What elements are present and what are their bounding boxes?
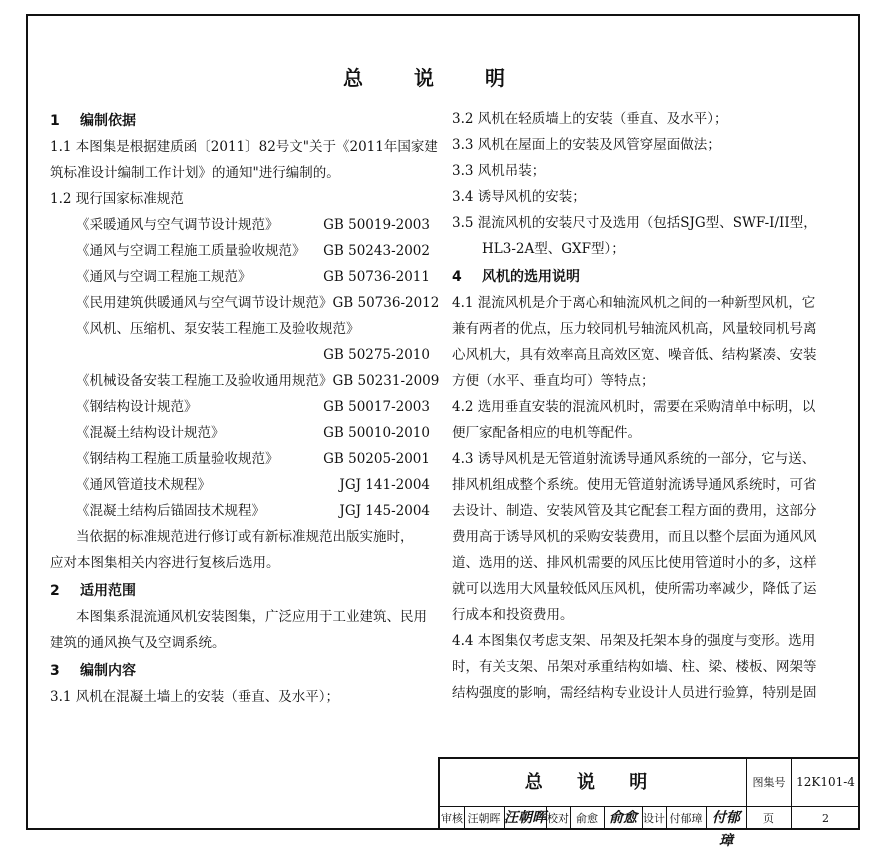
para-4-3-line: 费用高于诱导风机的采购安装费用，而且以整个层面为通风风 [452, 529, 817, 545]
standard-code: GB 50205-2001 [323, 451, 430, 467]
para-4-1-line: 兼有两者的优点，压力较同机号轴流风机高，风量较同机号离 [452, 321, 817, 337]
reviewer-name: 汪朝晖 [467, 812, 501, 825]
page-label: 页 [763, 812, 774, 825]
para-4-3-line: 道、选用的送、排风机需要的风压比使用管道时小的多，这样 [452, 555, 817, 571]
standard-name: 《采暖通风与空气调节设计规范》 [76, 217, 279, 233]
para-4-2 [452, 394, 827, 446]
para-4-3-line: 去设计、制造、安装风管及其它配套工程方面的费用，这部分 [452, 503, 817, 519]
section-4-heading: 4 风机的选用说明 [452, 269, 580, 285]
para-4-2-line: 便厂家配备相应的电机等配件。 [452, 425, 641, 441]
page-number: 2 [822, 812, 829, 825]
standard-row [50, 212, 430, 238]
para-4-1 [452, 290, 827, 394]
para-4-4-line: 时，有关支架、吊架对承重结构如墙、柱、梁、楼板、网架等 [452, 659, 817, 675]
standard-row [50, 316, 430, 342]
standard-code: GB 50736-2012 [332, 295, 440, 311]
para-4-3-line: 就可以选用大风量较低风压风机，使所需功率减少，降低了运 [452, 581, 817, 597]
standard-row [50, 420, 430, 446]
standard-code: GB 50243-2002 [323, 243, 430, 259]
para-1-1-line-1: 1.1 本图集是根据建质函〔2011〕82号文"关于《2011年国家建 [50, 139, 438, 155]
note-line-2: 应对本图集相关内容进行复核后选用。 [50, 555, 280, 571]
para-4-3-line: 排风机组成整个系统。使用无管道射流诱导通风系统时，可省 [452, 477, 817, 493]
para-3-1: 3.1 风机在混凝土墙上的安装（垂直、及水平）； [50, 689, 340, 705]
para-4-1-line: 心风机大，具有效率高且高效区宽、噪音低、结构紧凑、安装 [452, 347, 817, 363]
standard-name: 《混凝土结构设计规范》 [76, 425, 225, 441]
standard-row [50, 394, 430, 420]
section-2-heading: 2 适用范围 [50, 583, 136, 599]
left-column [50, 106, 440, 710]
signature-row [440, 807, 860, 849]
standard-name: 《通风与空调工程施工规范》 [76, 269, 252, 285]
standard-name: 《通风与空调工程施工质量验收规范》 [76, 243, 306, 259]
review-label: 审核 [441, 812, 463, 825]
check-label: 校对 [547, 812, 569, 825]
para-3-5-line-1: 3.5 混流风机的安装尺寸及选用（包括SJG型、SWF-I/II型， [452, 215, 817, 231]
standard-row [50, 238, 430, 264]
title-block-title: 总 说 明 [524, 772, 662, 793]
checker-signature: 俞愈 [609, 810, 637, 826]
para-3-5-line-2: HL3-2A型、GXF型）； [482, 241, 625, 257]
section-3-heading: 3 编制内容 [50, 663, 136, 679]
para-1-1-line-2: 筑标准设计编制工作计划》的通知"进行编制的。 [50, 165, 340, 181]
standard-name: 《风机、压缩机、泵安装工程施工及验收规范》 [76, 321, 360, 337]
standard-row [50, 472, 430, 498]
atlas-number-label: 图集号 [746, 759, 792, 806]
para-4-4 [452, 628, 827, 706]
standard-name: 《混凝土结构后锚固技术规程》 [76, 503, 265, 519]
standard-row [50, 368, 440, 394]
standards-list [50, 212, 440, 524]
para-3-2: 3.2 风机在轻质墙上的安装（垂直、及水平）； [452, 111, 728, 127]
standard-name: 《民用建筑供暖通风与空气调节设计规范》 [76, 295, 333, 311]
checker-name: 俞愈 [576, 812, 598, 825]
para-1-2: 1.2 现行国家标准规范 [50, 191, 184, 207]
atlas-number: 12K101-4 [796, 775, 855, 789]
title-block [438, 757, 860, 849]
standard-row [50, 264, 430, 290]
standard-code: GB 50019-2003 [323, 217, 430, 233]
note-line-1: 当依据的标准规范进行修订或有新标准规范出版实施时， [76, 529, 414, 545]
para-3-4: 3.4 诱导风机的安装； [452, 189, 586, 205]
para-4-1-line: 4.1 混流风机是介于离心和轴流风机之间的一种新型风机，它 [452, 295, 816, 311]
para-2-line-2: 建筑的通风换气及空调系统。 [50, 635, 226, 651]
para-4-1-line: 方便（水平、垂直均可）等特点； [452, 373, 655, 389]
right-column [452, 106, 827, 706]
page-title: 总 说 明 [343, 66, 527, 90]
para-2-line-1: 本图集系混流通风机安装图集，广泛应用于工业建筑、民用 [76, 609, 427, 625]
standard-code: JGJ 141-2004 [339, 477, 430, 493]
para-4-4-line: 4.4 本图集仅考虑支架、吊架及托架本身的强度与变形。选用 [452, 633, 816, 649]
standard-row [50, 290, 440, 316]
standard-name: 《钢结构设计规范》 [76, 399, 198, 415]
standard-code: GB 50231-2009 [332, 373, 440, 389]
designer-signature: 付郁璋 [712, 810, 740, 849]
standard-name: 《钢结构工程施工质量验收规范》 [76, 451, 279, 467]
para-4-3-line: 行成本和投资费用。 [452, 607, 574, 623]
standard-row [50, 498, 430, 524]
para-4-4-line: 结构强度的影响，需经结构专业设计人员进行验算，特别是固 [452, 685, 817, 701]
standard-code: JGJ 145-2004 [339, 503, 430, 519]
reviewer-signature: 汪朝晖 [504, 810, 546, 826]
standard-code: GB 50736-2011 [323, 269, 430, 285]
para-3-3b: 3.3 风机吊装； [452, 163, 546, 179]
standard-name: 《通风管道技术规程》 [76, 477, 211, 493]
standard-code: GB 50275-2010 [323, 347, 430, 363]
section-1-heading: 1 编制依据 [50, 113, 136, 129]
para-4-2-line: 4.2 选用垂直安装的混流风机时，需要在采购清单中标明，以 [452, 399, 816, 415]
design-label: 设计 [643, 812, 665, 825]
standard-name: 《机械设备安装工程施工及验收通用规范》 [76, 373, 333, 389]
para-4-3 [452, 446, 827, 628]
standard-code: GB 50017-2003 [323, 399, 430, 415]
standard-row [50, 446, 430, 472]
designer-name: 付郁璋 [669, 812, 703, 825]
para-4-3-line: 4.3 诱导风机是无管道射流诱导通风系统的一部分，它与送、 [452, 451, 816, 467]
standard-row [50, 342, 430, 368]
para-3-3a: 3.3 风机在屋面上的安装及风管穿屋面做法； [452, 137, 721, 153]
standard-code: GB 50010-2010 [323, 425, 430, 441]
